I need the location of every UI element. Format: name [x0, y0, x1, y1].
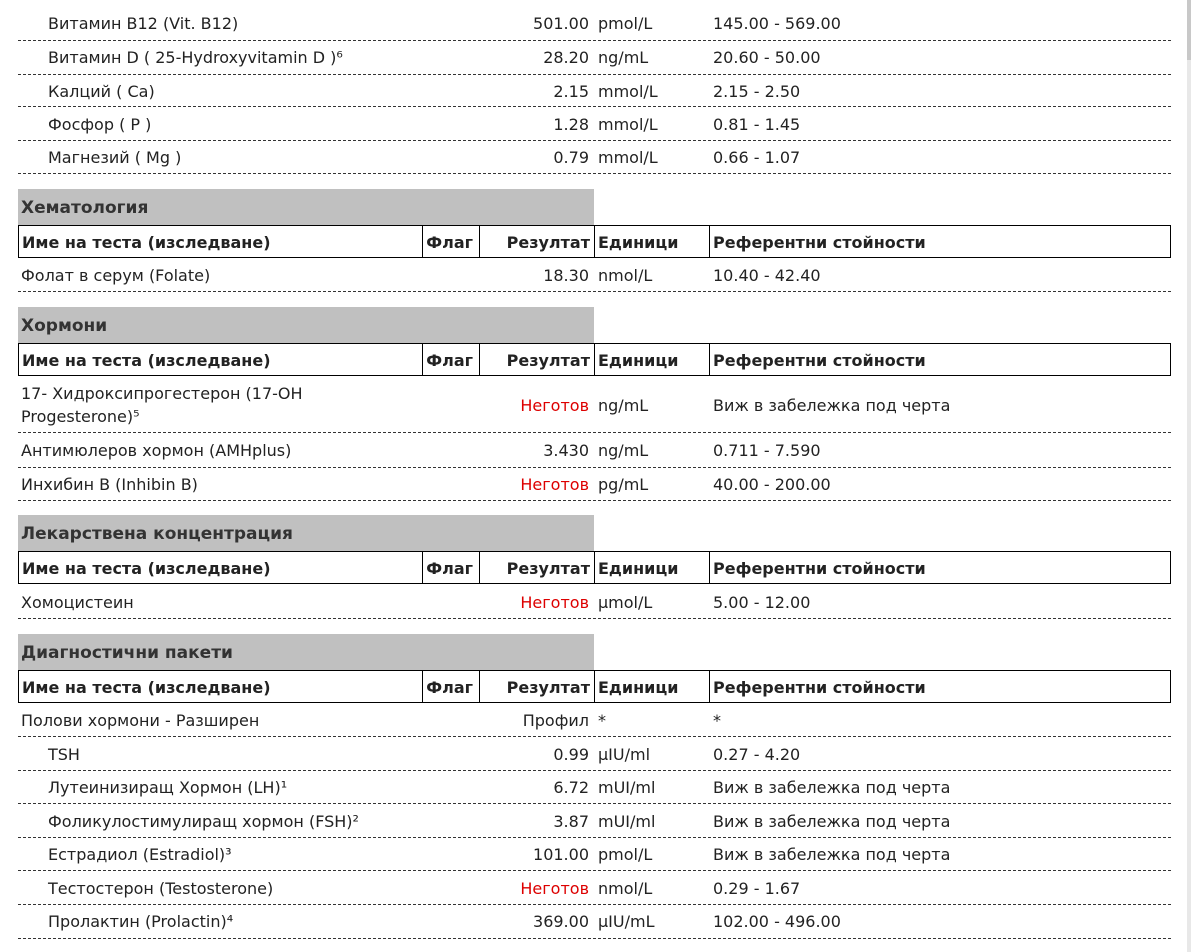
test-name: TSH: [48, 745, 80, 764]
test-units: *: [598, 711, 606, 730]
test-result: 28.20: [543, 48, 589, 67]
test-units: nmol/L: [598, 266, 653, 285]
table-header: [18, 225, 1171, 258]
column-header-result: Резултат: [480, 226, 595, 257]
table-row: [18, 75, 1171, 107]
test-units: nmol/L: [598, 879, 653, 898]
test-reference: Виж в забележка под черта: [713, 396, 951, 415]
test-reference: 10.40 - 42.40: [713, 266, 821, 285]
test-name: Лутеинизиращ Хормон (LH)¹: [48, 778, 288, 797]
column-header-result: Резултат: [480, 552, 595, 583]
test-name: Фоликулостимулиращ хормон (FSH)²: [48, 812, 359, 831]
test-units: ng/mL: [598, 441, 649, 460]
column-header-units: Единици: [595, 671, 710, 702]
column-header-result: Резултат: [480, 671, 595, 702]
test-units: ng/mL: [598, 48, 649, 67]
test-reference: 0.27 - 4.20: [713, 745, 801, 764]
table-row: [18, 108, 1171, 141]
test-reference: 102.00 - 496.00: [713, 912, 841, 931]
column-header-flag: Флаг: [423, 226, 480, 257]
column-header-flag: Флаг: [423, 344, 480, 375]
section-title-hematology: Хематология: [18, 189, 594, 225]
test-name: Магнезий ( Mg ): [48, 148, 182, 167]
column-header-result: Резултат: [480, 344, 595, 375]
column-header-reference: Референтни стойности: [713, 351, 926, 370]
table-row: [18, 41, 1171, 75]
test-result: Профил: [522, 711, 589, 730]
test-name: Витамин B12 (Vit. B12): [48, 14, 239, 33]
test-units: µIU/ml: [598, 745, 651, 764]
test-reference: Виж в забележка под черта: [713, 778, 951, 797]
table-row: [18, 259, 1171, 292]
test-units: mmol/L: [598, 82, 658, 101]
section-title-hormones: Хормони: [18, 307, 594, 343]
test-name: [21, 382, 303, 428]
test-name: Витамин D ( 25-Hydroxyvitamin D )⁶: [48, 48, 343, 67]
test-units: pmol/L: [598, 14, 653, 33]
test-reference: 0.29 - 1.67: [713, 879, 801, 898]
column-header-units: Единици: [595, 344, 710, 375]
vertical-scrollbar[interactable]: [1187, 0, 1191, 952]
test-result: 1.28: [553, 115, 589, 134]
test-name-line: Progesterone)⁵: [21, 407, 140, 426]
table-header: [18, 670, 1171, 703]
test-result: 2.15: [553, 82, 589, 101]
test-result: 3.430: [543, 441, 589, 460]
test-reference: 0.711 - 7.590: [713, 441, 821, 460]
column-header-name: Име на теста (изследване): [19, 344, 423, 375]
test-name: Естрадиол (Estradiol)³: [48, 845, 232, 864]
scrollbar-thumb[interactable]: [1187, 0, 1191, 60]
table-row: [18, 586, 1171, 619]
test-reference: Виж в забележка под черта: [713, 812, 951, 831]
table-row: [18, 771, 1171, 804]
section-title-diagnostic-packages: Диагностични пакети: [18, 634, 594, 670]
test-result: Неготов: [520, 475, 589, 494]
table-row: [18, 838, 1171, 871]
test-result: 101.00: [533, 845, 589, 864]
column-header-name: Име на теста (изследване): [19, 552, 423, 583]
table-row: [18, 905, 1171, 939]
table-row: [18, 738, 1171, 771]
test-units: mUI/ml: [598, 812, 656, 831]
table-row: [18, 872, 1171, 905]
test-result: Неготов: [520, 593, 589, 612]
table-row: [18, 7, 1171, 41]
test-result: 3.87: [553, 812, 589, 831]
section-title-drug-concentration: Лекарствена концентрация: [18, 515, 594, 551]
table-row: [18, 468, 1171, 501]
test-reference: Виж в забележка под черта: [713, 845, 951, 864]
test-reference: *: [713, 711, 721, 730]
test-result: 0.99: [553, 745, 589, 764]
column-header-reference: Референтни стойности: [713, 233, 926, 252]
test-name: Тестостерон (Testosterone): [48, 879, 274, 898]
table-row: [18, 377, 1171, 433]
column-header-units: Единици: [595, 226, 710, 257]
test-units: pmol/L: [598, 845, 653, 864]
table-row: [18, 141, 1171, 174]
test-name: Полови хормони - Разширен: [21, 711, 260, 730]
test-units: mmol/L: [598, 115, 658, 134]
test-name: Фолат в серум (Folate): [21, 266, 211, 285]
table-row: [18, 434, 1171, 468]
test-reference: 145.00 - 569.00: [713, 14, 841, 33]
test-result: 18.30: [543, 266, 589, 285]
column-header-name: Име на теста (изследване): [19, 671, 423, 702]
test-units: µIU/mL: [598, 912, 655, 931]
test-reference: 40.00 - 200.00: [713, 475, 831, 494]
test-units: mUI/ml: [598, 778, 656, 797]
test-name: Инхибин B (Inhibin B): [21, 475, 198, 494]
test-reference: 0.66 - 1.07: [713, 148, 801, 167]
column-header-flag: Флаг: [423, 671, 480, 702]
test-reference: 0.81 - 1.45: [713, 115, 801, 134]
test-result: 501.00: [533, 14, 589, 33]
test-name: Фосфор ( P ): [48, 115, 152, 134]
test-units: pg/mL: [598, 475, 649, 494]
column-header-name: Име на теста (изследване): [19, 226, 423, 257]
test-result: Неготов: [520, 396, 589, 415]
test-name: Калций ( Ca): [48, 82, 155, 101]
table-row: [18, 704, 1171, 737]
test-name: Хомоцистеин: [21, 593, 134, 612]
column-header-units: Единици: [595, 552, 710, 583]
test-result: 6.72: [553, 778, 589, 797]
column-header-reference: Референтни стойности: [713, 559, 926, 578]
test-units: ng/mL: [598, 396, 649, 415]
column-header-reference: Референтни стойности: [713, 678, 926, 697]
test-result: Неготов: [520, 879, 589, 898]
test-name: Антимюлеров хормон (AMHplus): [21, 441, 292, 460]
test-reference: 20.60 - 50.00: [713, 48, 821, 67]
table-header: [18, 343, 1171, 376]
test-result: 369.00: [533, 912, 589, 931]
test-units: mmol/L: [598, 148, 658, 167]
table-header: [18, 551, 1171, 584]
test-name-line: 17- Хидроксипрогестерон (17-OH: [21, 384, 303, 403]
table-row: [18, 805, 1171, 838]
test-reference: 2.15 - 2.50: [713, 82, 801, 101]
test-reference: 5.00 - 12.00: [713, 593, 811, 612]
test-units: µmol/L: [598, 593, 653, 612]
test-result: 0.79: [553, 148, 589, 167]
column-header-flag: Флаг: [423, 552, 480, 583]
test-name: Пролактин (Prolactin)⁴: [48, 912, 234, 931]
